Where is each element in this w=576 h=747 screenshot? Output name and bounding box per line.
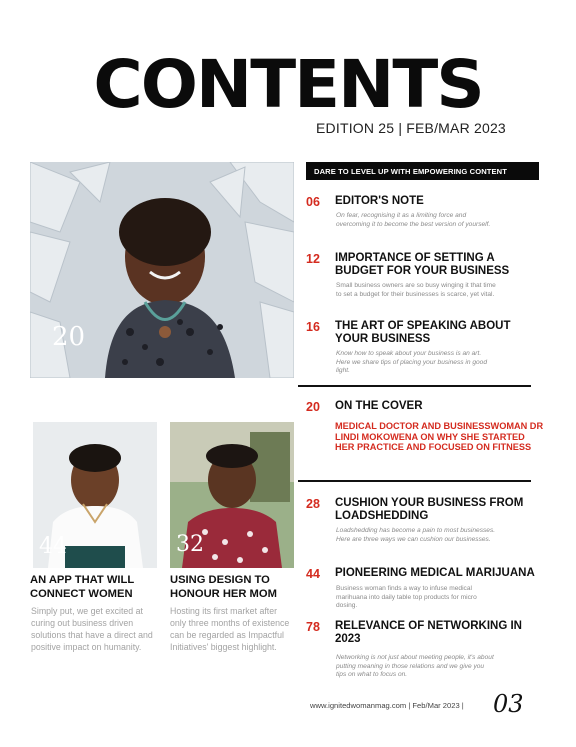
entry-title: EDITOR'S NOTE — [335, 195, 424, 207]
cover-photo — [30, 162, 294, 378]
entry-title: RELEVANCE OF NETWORKING IN 2023 — [335, 620, 522, 645]
banner: DARE TO LEVEL UP WITH EMPOWERING CONTENT — [306, 162, 539, 180]
story-photo-number: 32 — [176, 532, 204, 557]
divider — [298, 385, 531, 387]
entry-number: 12 — [306, 252, 320, 266]
story-photo-design — [170, 422, 294, 568]
footer-url[interactable]: www.ignitedwomanmag.com | Feb/Mar 2023 | — [310, 701, 464, 710]
entry-number: 20 — [306, 400, 320, 414]
page-number: 03 — [493, 690, 524, 718]
entry-number: 78 — [306, 620, 320, 634]
entry-description: On fear, recognising it as a limiting force and overcoming it to become the best version of yourself. — [336, 212, 491, 228]
cover-photo-number: 20 — [52, 322, 86, 352]
story-photo-number: 44 — [39, 534, 67, 559]
entry-title: IMPORTANCE OF SETTING A BUDGET FOR YOUR BUSINESS — [335, 252, 510, 277]
entry-number: 06 — [306, 195, 320, 209]
entry-title: THE ART OF SPEAKING ABOUT YOUR BUSINESS — [335, 320, 511, 345]
divider — [298, 480, 531, 482]
entry-number: 16 — [306, 320, 320, 334]
story-photo-app — [33, 422, 157, 568]
entry-description: Know how to speak about your business is an art. Here we share tips of placing your business in good light. — [336, 350, 488, 374]
story-description: Simply put, we get excited at curing out business driven solutions that have a direct and positive impact on humanity. — [31, 606, 153, 652]
entry-number: 28 — [306, 497, 320, 511]
entry-description: Small business owners are so busy winging it that time to set a budget for their businesses is scarce, yet vital. — [336, 282, 496, 298]
entry-title: PIONEERING MEDICAL MARIJUANA — [335, 567, 535, 579]
entry-description: Networking is not just about meeting people, it's about putting meaning in those relations and we give you tips on what to focus on. — [336, 654, 494, 678]
entry-title: CUSHION YOUR BUSINESS FROM LOADSHEDDING — [335, 497, 524, 522]
entry-number: 44 — [306, 567, 320, 581]
entry-title: ON THE COVER — [335, 400, 423, 412]
edition-label: EDITION 25 | FEB/MAR 2023 — [316, 120, 506, 136]
entry-cover-story: MEDICAL DOCTOR AND BUSINESSWOMAN DR LINDI MOKOWENA ON WHY SHE STARTED HER PRACTICE AND FOCUSED ON FITNESS — [335, 421, 544, 453]
story-title[interactable]: AN APP THAT WILL CONNECT WOMEN — [30, 574, 134, 600]
entry-description: Loadshedding has become a pain to most businesses. Here are three ways we can cushion our businesses. — [336, 527, 496, 543]
story-title[interactable]: USING DESIGN TO HONOUR HER MOM — [170, 574, 277, 600]
entry-description: Business woman finds a way to infuse medical marihuana into daily table top products for micro dosing. — [336, 585, 477, 609]
page-title: CONTENTS — [93, 46, 483, 123]
story-description: Hosting its first market after only three months of existence can be regarded as Impactful Initiatives' biggest highlight. — [170, 606, 290, 652]
